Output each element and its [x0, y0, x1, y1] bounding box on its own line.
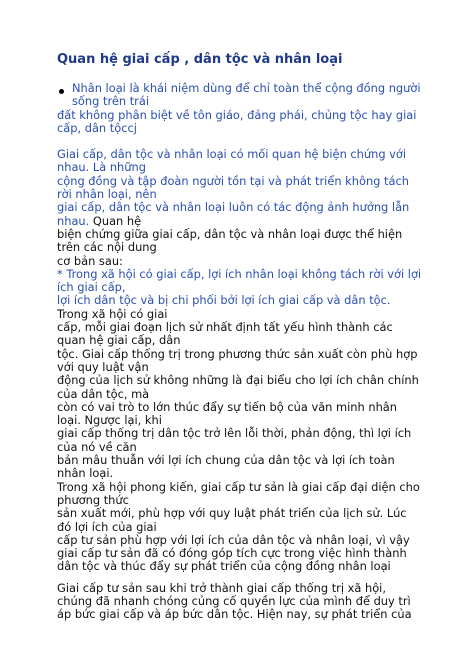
paragraph-bourgeoisie	[57, 582, 418, 622]
text-line: cơ bản sau:	[57, 253, 123, 268]
text-line: động của lịch sử không những là đại biểu cho lợi ích chân chính	[57, 373, 419, 388]
text-line: trên các nội dung	[57, 240, 157, 255]
paragraph-content-intro	[57, 228, 418, 268]
text-line: * Trong xã hội có giai cấp, lợi ích nhân loại không tách rời với lợi	[57, 266, 422, 281]
text-line: đó lợi ích của giai	[57, 519, 157, 534]
text-span: Quan hệ	[89, 213, 142, 228]
text-line: đất không phân biệt về tôn giáo, đảng phái, chủng tộc hay giai	[57, 107, 417, 122]
text-line: Giai cấp, dân tộc và nhân loại có mối quan hệ biện chứng với	[57, 147, 407, 162]
text-line: nhân loại.	[57, 466, 114, 481]
page-title: Quan hệ giai cấp , dân tộc và nhân loại	[57, 52, 343, 67]
text-line: cấp, mỗi giai đoạn lịch sử nhất định tất yếu hình thành các	[57, 320, 393, 335]
text-line: Trong xã hội phong kiến, giai cấp tư sản là giai cấp đại diện cho	[57, 479, 420, 494]
text-line: cộng đồng và tập đoàn người tồn tại và phát triển không tách	[57, 173, 409, 188]
text-line: rời nhân loại, nên	[57, 187, 157, 202]
paragraph-relationship	[57, 148, 418, 228]
text-line: còn có vai trò to lớn thúc đẩy sự tiến bộ của văn minh nhân	[57, 399, 397, 414]
text-span: nhau.	[57, 213, 90, 228]
text-line: biện chứng giữa giai cấp, dân tộc và nhân loại được thể hiện	[57, 226, 403, 241]
text-line: phương thức	[57, 492, 129, 507]
text-line: giai cấp, dân tộc và nhân loại luôn có tác động ảnh hưởng lẫn	[57, 200, 410, 215]
text-line: loại. Ngược lại, khi	[57, 413, 162, 428]
paragraph-point-heading	[57, 266, 422, 308]
text-line: áp bức giai cấp và áp bức dân tộc. Hiện nay, sự phát triển của	[57, 607, 412, 622]
text-line-mixed	[57, 215, 418, 228]
text-line: bản mâu thuẫn với lợi ích chung của dân tộc và lợi ích toàn	[57, 453, 395, 468]
text-line: dân tộc và thúc đẩy sự phát triển của cộng đồng nhân loại	[57, 559, 391, 574]
text-line: chúng đã nhanh chóng củng cố quyền lực của mình để duy trì	[57, 593, 411, 608]
text-line: ích giai cấp,	[57, 280, 126, 295]
text-line: với quy luật vận	[57, 359, 149, 374]
text-line: sống trên trái	[72, 94, 150, 109]
bullet-item	[57, 81, 421, 109]
text-line: giai cấp thống trị dân tộc trở lên lỗi thời, phản động, thì lợi ích	[57, 426, 412, 441]
text-line: cấp tư sản phù hợp với lợi ích của dân tộc và nhân loại, vì vậy	[57, 532, 410, 547]
text-line: của dân tộc, mà	[57, 386, 150, 401]
text-line: của nó về căn	[57, 439, 137, 454]
text-line: giai cấp tư sản đã có đóng góp tích cực trong việc hình thành	[57, 546, 407, 561]
bullet-text	[72, 82, 421, 109]
text-line: quan hệ giai cấp, dân	[57, 333, 181, 348]
text-line: tộc. Giai cấp thống trị trong phương thức sản xuất còn phù hợp	[57, 346, 418, 361]
paragraph-definition	[57, 109, 418, 136]
text-line: lợi ích dân tộc và bị chi phối bởi lợi ích giai cấp và dân tộc.	[57, 293, 391, 308]
text-line: nhau. Là những	[57, 160, 146, 175]
text-line: cấp, dân tộccj	[57, 120, 137, 135]
text-line: Giai cấp tư sản sau khi trở thành giai cấp thống trị xã hội,	[57, 580, 386, 595]
paragraph-body	[57, 308, 418, 574]
bullet-icon	[59, 89, 64, 94]
text-line: sản xuất mới, phù hợp với quy luật phát triển của lịch sử. Lúc	[57, 506, 407, 521]
text-line: Trong xã hội có giai	[57, 306, 168, 321]
text-line: Nhân loại là khái niệm dùng để chỉ toàn thể cộng đồng người	[72, 81, 421, 95]
